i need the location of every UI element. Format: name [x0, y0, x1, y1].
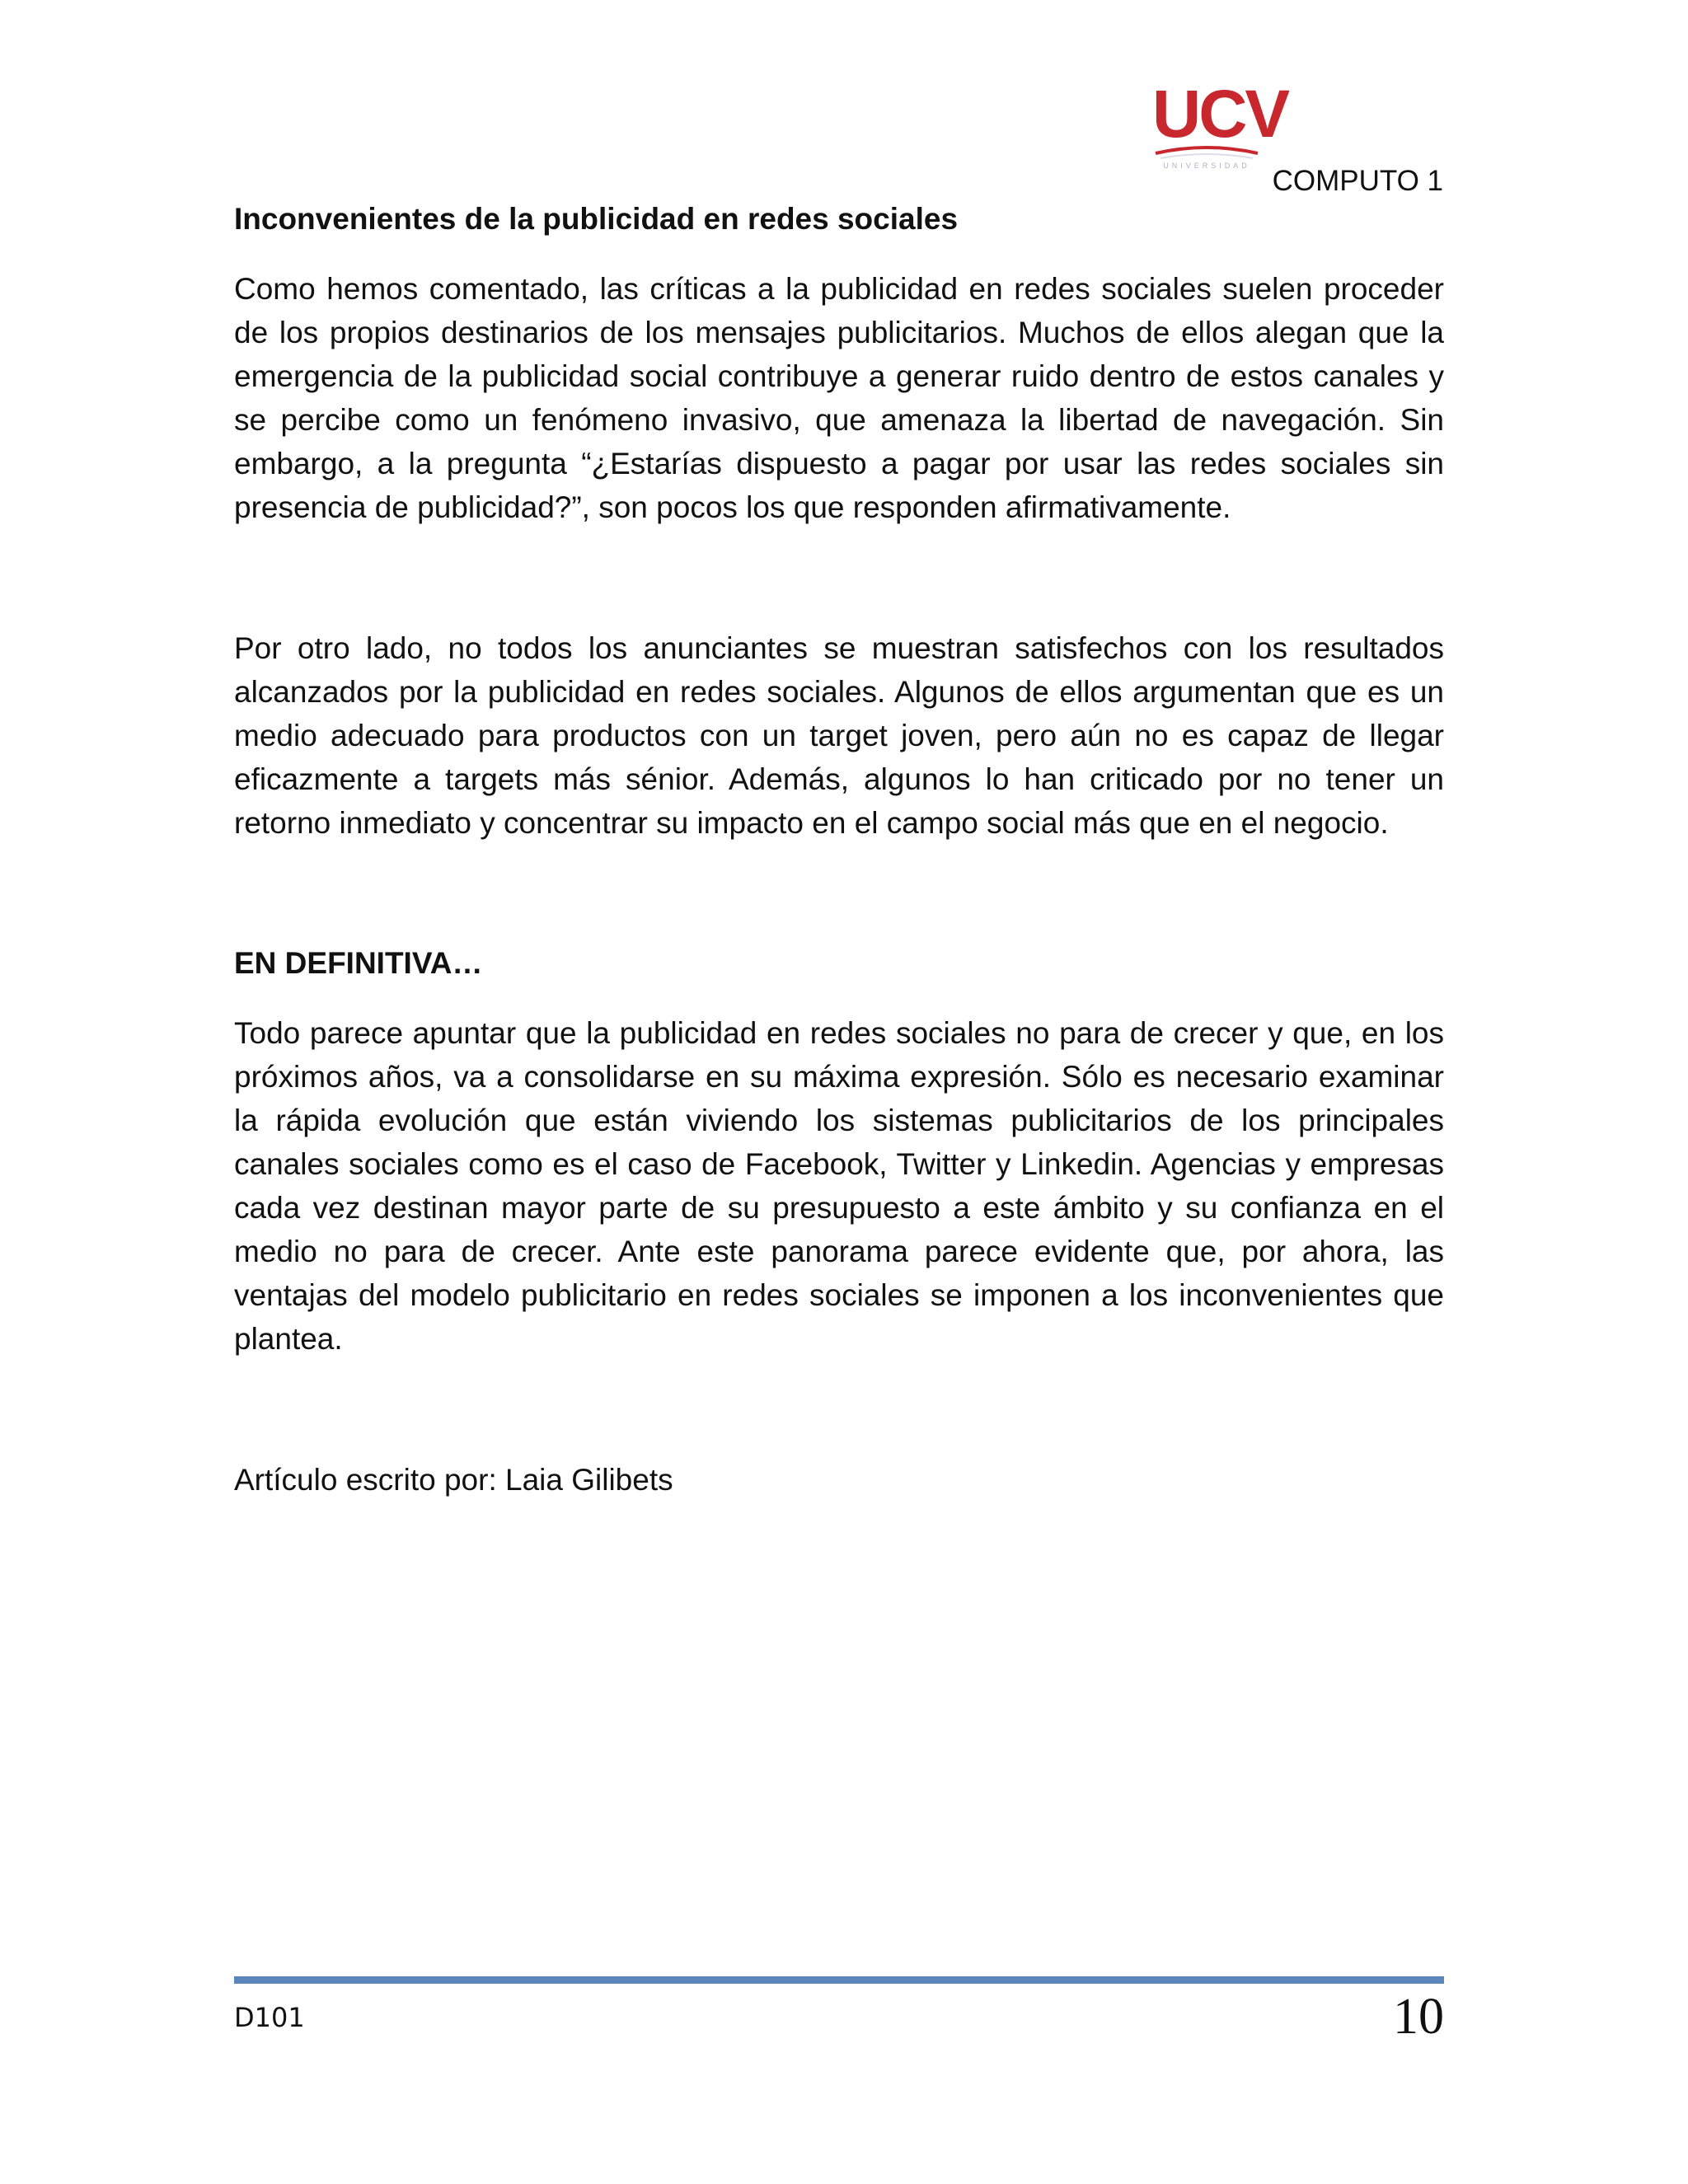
section-title-en-definitiva: EN DEFINITIVA… [234, 946, 483, 980]
page-number: 10 [1393, 1989, 1444, 2045]
ucv-logo [1152, 77, 1288, 176]
author-line: Artículo escrito por: Laia Gilibets [234, 1463, 673, 1497]
footer-code: D101 [234, 2002, 305, 2033]
paragraph-criticas: Como hemos comentado, las críticas a la publicidad en redes sociales suelen proceder de los propios destinarios de los mensajes publicitarios. Muchos de ellos alegan que la emergencia de la publicidad social contribuye a generar ruido dentro de estos canales y se percibe como un fenómeno invasivo, que amenaza la libertad de navegación. Sin embargo, a la pregunta “¿Estarías dispuesto a pagar por usar las redes sociales sin presencia de publicidad?”, son pocos los que responden afirmativamente. [234, 272, 1444, 524]
article-body [234, 198, 1444, 1502]
paragraph-anunciantes: Por otro lado, no todos los anunciantes se muestran satisfechos con los resultados alcanzados por la publicidad en redes sociales. Algunos de ellos argumentan que es un medio adecuado para productos con un target joven, pero aún no es capaz de llegar eficazmente a targets más sénior. Además, algunos lo han criticado por no tener un retorno inmediato y concentrar su impacto en el campo social más que en el negocio. [234, 631, 1444, 840]
logo-text: UCV [1152, 77, 1288, 152]
logo-subtext: UNIVERSIDAD [1163, 162, 1250, 170]
footer-rule [234, 1976, 1444, 1984]
section-title-inconvenientes: Inconvenientes de la publicidad en redes sociales [234, 202, 959, 236]
paragraph-conclusion: Todo parece apuntar que la publicidad en redes sociales no para de crecer y que, en los próximos años, va a consolidarse en su máxima expresión. Sólo es necesario examinar la rápida evolución que están viviendo los sistemas publicitarios de los principales canales sociales como es el caso de Facebook, Twitter y Linkedin. Agencias y empresas cada vez destinan mayor parte de su presupuesto a este ámbito y su confianza en el medio no para de crecer. Ante este panorama parece evidente que, por ahora, las ventajas del modelo publicitario en redes sociales se imponen a los inconvenientes que plantea. [234, 1016, 1444, 1356]
header-label: COMPUTO 1 [1272, 165, 1443, 197]
